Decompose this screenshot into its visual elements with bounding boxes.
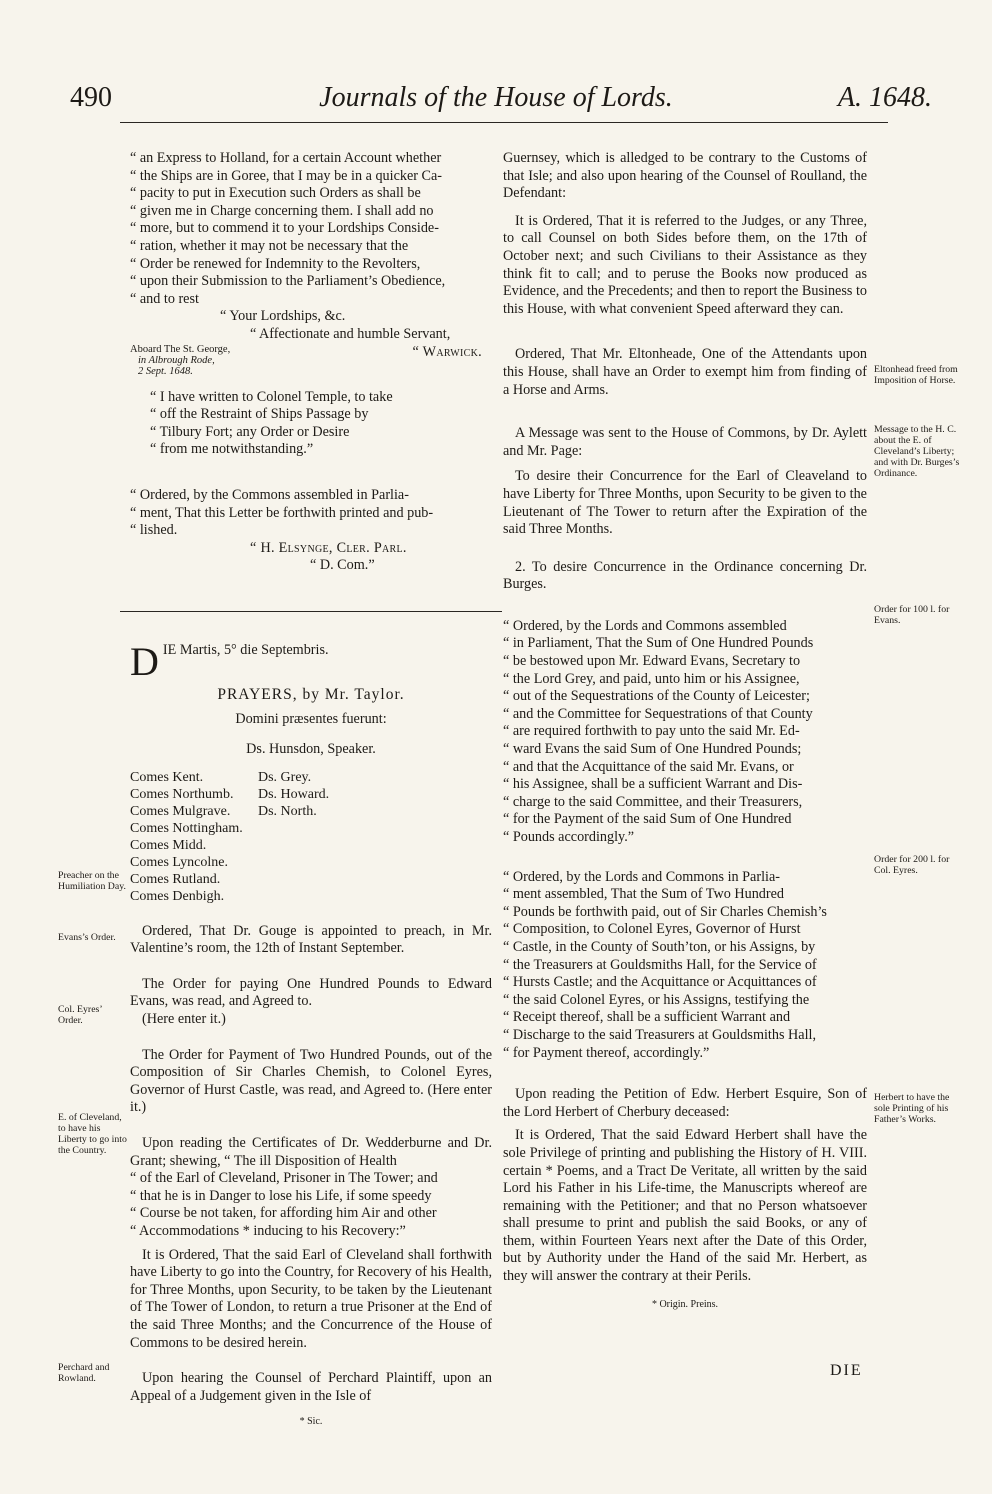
ps-line: “ off the Restraint of Ships Passage by	[150, 406, 369, 423]
order-line: “ are required forthwith to pay unto the said Mr. Ed-	[503, 723, 800, 740]
order-line: “ for the Payment of the said Sum of One Hundred	[503, 811, 792, 828]
order-line: “ for Payment thereof, accordingly.”	[503, 1044, 710, 1061]
letter-line: “ Order be renewed for Indemnity to the Revolters,	[130, 255, 421, 272]
ps-line: “ I have written to Colonel Temple, to take	[150, 388, 393, 405]
member-name: Comes Nottingham.	[130, 820, 243, 836]
order-line: “ be bestowed upon Mr. Edward Evans, Secretary to	[503, 653, 801, 670]
page-number: 490	[70, 82, 112, 113]
clerk-signature: “ H. Elsynge, Cler. Parl.	[250, 539, 407, 556]
member-name: Comes Northumb.	[130, 786, 234, 802]
letter-line: “ more, but to commend it to your Lordships Conside-	[130, 220, 439, 237]
aboard-location	[130, 344, 230, 377]
paragraph-eltonheade: Ordered, That Mr. Eltonheade, One of the Attendants upon this House, shall have an Order to exempt him from finding of a Horse and Arms.	[503, 346, 867, 398]
order-line: “ Discharge to the said Treasurers at Gouldsmiths Hall,	[503, 1026, 816, 1043]
letter-closing-servant: “ Affectionate and humble Servant,	[250, 325, 451, 342]
member-name: Comes Rutland.	[130, 871, 221, 887]
margin-note-herbert: Herbert to have the sole Printing of his Father’s Works.	[874, 1092, 950, 1125]
member-name: Comes Mulgrave.	[130, 803, 231, 819]
cert-line: Upon reading the Certificates of Dr. Wedderburne and Dr. Grant; shewing, “ The ill Disposition of Health	[130, 1135, 492, 1169]
aboard-line: 2 Sept. 1648.	[138, 365, 193, 377]
commons-order	[130, 487, 492, 540]
die-heading	[130, 642, 492, 680]
order-line: “ ment assembled, That the Sum of Two Hundred	[503, 886, 784, 903]
order-line: “ his Assignee, shall be a sufficient Warrant and Dis-	[503, 776, 803, 793]
running-title: Journals of the House of Lords.	[319, 82, 673, 113]
left-column	[130, 150, 492, 1431]
order-line: “ Castle, in the County of South’ton, or his Assigns, by	[503, 938, 816, 955]
right-column	[503, 150, 867, 1313]
evans-order-text	[503, 618, 867, 847]
order-line: “ the said Colonel Eyres, or his Assigns, testifying the	[503, 991, 810, 1008]
paragraph-herbert-order: It is Ordered, That the said Edward Herbert shall have the sole Privilege of printing and publishing the History of H. VIII. certain * Poems, and a Tract De Veritate, all written by the said Lord his Father in his Life-time, the Manuscripts whereof are remaining with the Petitioner; and that no Person whatsoever shall presume to print and publish the said Books, or any of them, within Fourteen Years next after the Date of this Order, but by Authority under the Hand of the said Mr. Herbert, as they will answer the contrary at their Perils.	[503, 1127, 867, 1285]
catchword: DIE	[830, 1362, 863, 1379]
aboard-line: Aboard The St. George,	[130, 343, 231, 355]
signature-warwick: “ Warwick.	[412, 343, 482, 360]
margin-note-evans: Evans’s Order.	[58, 932, 116, 943]
paragraph-evans: The Order for paying One Hundred Pounds to Edward Evans, was read, and Agreed to.	[130, 975, 492, 1010]
margin-note-preacher: Preacher on the Humiliation Day.	[58, 870, 126, 892]
letter-line: “ an Express to Holland, for a certain Account whether	[130, 150, 442, 166]
cert-line: “ Course be not taken, for affording him Air and other	[130, 1205, 437, 1222]
drop-cap: D	[130, 641, 159, 680]
member-name: Ds. Howard.	[258, 786, 330, 802]
die-line: IE Martis, 5° die Septembris.	[162, 641, 329, 658]
margin-note-perchard: Perchard and Rowland.	[58, 1362, 110, 1384]
paragraph-gouge: Ordered, That Dr. Gouge is appointed to preach, in Mr. Valentine’s room, the 12th of Instant September.	[130, 922, 492, 957]
paragraph-certificates	[130, 1135, 492, 1241]
footnote-left: * Sic.	[299, 1416, 323, 1428]
eyres-order-text	[503, 869, 867, 1063]
paragraph-judges-order: It is Ordered, That it is referred to the Judges, or any Three, to call Counsel on both Sides before them, on the 17th of October next; and such Civilians to their Assistance as they think fit to call; and to peruse the Books now produced as Evidence, and the Precedents; and then to report the Business to this House, with what convenient Speed afterward they can.	[503, 212, 867, 317]
section-divider	[120, 611, 502, 612]
order-line: “ Ordered, by the Lords and Commons in Parlia-	[503, 868, 780, 885]
letter-line: “ ration, whether it may not be necessary that the	[130, 237, 409, 254]
member-name: Ds. Grey.	[258, 769, 312, 785]
order-line: “ and that the Acquittance of the said Mr. Evans, or	[503, 758, 794, 775]
cert-line: “ of the Earl of Cleveland, Prisoner in The Tower; and	[130, 1170, 438, 1187]
margin-note-order-eyres: Order for 200 l. for Col. Eyres.	[874, 854, 950, 876]
order-line: “ Receipt thereof, shall be a sufficient Warrant and	[503, 1009, 791, 1026]
letter-closing: “ Your Lordships, &c.	[220, 308, 346, 325]
margin-note-eyres: Col. Eyres’ Order.	[58, 1004, 102, 1026]
margin-note-message: Message to the H. C. about the E. of Cleveland’s Liberty; and with Dr. Burges’s Ordinance.	[874, 424, 960, 479]
speaker-line: Ds. Hunsdon, Speaker.	[246, 741, 376, 758]
paragraph-perchard: Upon hearing the Counsel of Perchard Plaintiff, upon an Appeal of a Judgement given in the Isle of	[130, 1370, 492, 1404]
letter-line: “ given me in Charge concerning them. I shall add no	[130, 202, 434, 219]
order-line: “ ward Evans the said Sum of One Hundred Pounds;	[503, 741, 802, 758]
header-rule	[120, 122, 888, 123]
letter-text	[130, 150, 492, 308]
order-line: “ Pounds accordingly.”	[503, 829, 635, 845]
member-name: Comes Denbigh.	[130, 888, 225, 904]
order-line: “ Ordered, by the Lords and Commons assembled	[503, 617, 787, 634]
earls-list	[130, 769, 258, 905]
order-line: “ Hursts Castle; and the Acquittance or Acquittances of	[503, 974, 817, 991]
order-line: “ Pounds be forthwith paid, out of Sir Charles Chemish’s	[503, 903, 827, 920]
year-heading: A. 1648.	[837, 82, 932, 113]
paragraph-desire: To desire their Concurrence for the Earl of Cleaveland to have Liberty for Three Months, upon Security to be given to the Lieutenant of The Tower to return after the Expiration of the said Three Months.	[503, 468, 867, 538]
margin-note-cleveland: E. of Cleveland, to have his Liberty to go into the Country.	[58, 1112, 127, 1156]
order-line: “ Composition, to Colonel Eyres, Governor of Hurst	[503, 921, 801, 938]
ps-line: “ Tilbury Fort; any Order or Desire	[150, 423, 350, 440]
letter-line: “ upon their Submission to the Parliament’s Obedience,	[130, 273, 446, 290]
domini-line: Domini præsentes fuerunt:	[235, 711, 387, 728]
order-line: “ the Lord Grey, and paid, unto him or his Assignee,	[503, 670, 800, 687]
member-name: Comes Midd.	[130, 837, 207, 853]
aboard-line: in Albrough Rode,	[138, 354, 215, 366]
order-line: “ in Parliament, That the Sum of One Hundred Pounds	[503, 635, 814, 652]
order-line: “ Ordered, by the Commons assembled in Parlia-	[130, 486, 409, 503]
paragraph-herbert-petition: Upon reading the Petition of Edw. Herbert Esquire, Son of the Lord Herbert of Cherbury deceased:	[503, 1086, 867, 1120]
letter-line: “ pacity to put in Execution such Orders as shall be	[130, 185, 421, 202]
paragraph-eyres: The Order for Payment of Two Hundred Pounds, out of the Composition of Sir Charles Chemish, to Colonel Eyres, Governor of Hurst Castle, was read, and Agreed to. (Here enter it.)	[130, 1046, 492, 1116]
clerk-signature-line-2: “ D. Com.”	[310, 557, 375, 574]
postscript	[130, 389, 492, 459]
members-present	[130, 769, 492, 905]
paragraph-message: A Message was sent to the House of Commons, by Dr. Aylett and Mr. Page:	[503, 425, 867, 459]
margin-note-order-evans: Order for 100 l. for Evans.	[874, 604, 950, 626]
margin-note-eltonhead: Eltonhead freed from Imposition of Horse.	[874, 364, 958, 386]
order-line: “ lished.	[130, 522, 178, 539]
member-name: Ds. North.	[258, 803, 317, 819]
order-line: “ out of the Sequestrations of the County of Leicester;	[503, 688, 810, 705]
paragraph-burges: 2. To desire Concurrence in the Ordinance concerning Dr. Burges.	[503, 558, 867, 593]
order-line: “ the Treasurers at Gouldsmiths Hall, for the Service of	[503, 956, 817, 973]
paragraph-guernsey: Guernsey, which is alledged to be contrary to the Customs of that Isle; and also upon hearing of the Counsel of Roulland, the Defendant:	[503, 150, 867, 202]
cert-line: “ that he is in Danger to lose his Life, if some speedy	[130, 1187, 432, 1204]
cert-line: “ Accommodations * inducing to his Recovery:”	[130, 1222, 406, 1239]
footnote-right: * Origin. Preins.	[651, 1298, 719, 1310]
order-line: “ and the Committee for Sequestrations of that County	[503, 705, 813, 722]
order-line: “ charge to the said Committee, and their Treasurers,	[503, 793, 803, 810]
barons-list	[258, 769, 378, 905]
ps-line: “ from me notwithstanding.”	[150, 441, 314, 458]
member-name: Comes Kent.	[130, 769, 204, 785]
member-name: Comes Lyncolne.	[130, 854, 228, 870]
prayers-heading: PRAYERS, by Mr. Taylor.	[217, 685, 405, 703]
paragraph-cleveland-order: It is Ordered, That the said Earl of Cleveland shall forthwith have Liberty to go into the Country, for Recovery of his Health, for Three Months, upon Security, to be taken by the Lieutenant of The Tower of London, to return a true Prisoner at the End of the said Three Months; and the Concurrence of the House of Commons to be desired herein.	[130, 1246, 492, 1351]
order-line: “ ment, That this Letter be forthwith printed and pub-	[130, 504, 434, 521]
letter-line: “ and to rest	[130, 290, 199, 307]
enter-note: (Here enter it.)	[142, 1011, 226, 1028]
letter-line: “ the Ships are in Goree, that I may be in a quicker Ca-	[130, 167, 443, 184]
